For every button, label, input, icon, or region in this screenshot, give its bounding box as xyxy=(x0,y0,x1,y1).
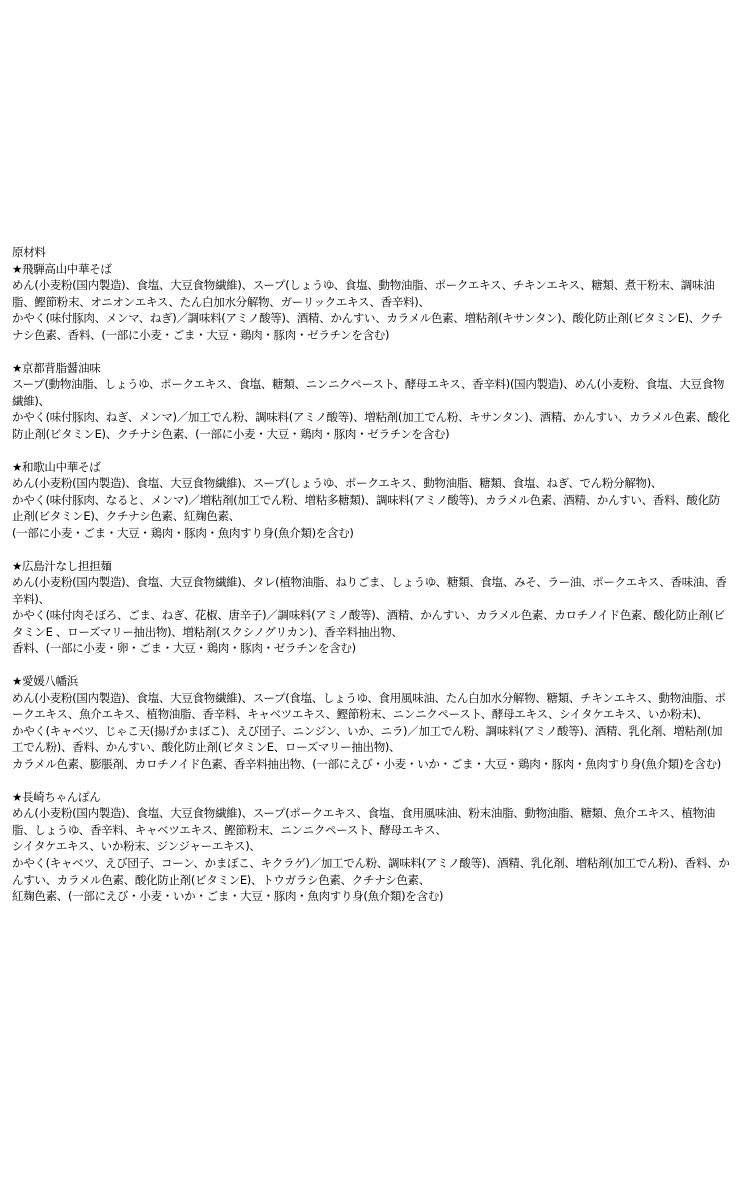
ingredient-line: 紅麹色素、(一部にえび・小麦・いか・ごま・大豆・豚肉・魚肉すり身(魚介類)を含む) xyxy=(12,889,444,904)
ingredient-line: かやく(味付豚肉、メンマ、ねぎ)／調味料(アミノ酸等)、酒精、かんすい、カラメル色素、増粘剤(キサンタン)、酸化防止剤(ビタミンE)、クチナシ色素、香料、(一部に小麦・ごま・大豆・鶏肉・豚肉・ゼラチンを含む) xyxy=(12,311,723,342)
section-title: ★京都背脂醤油味 xyxy=(12,360,101,375)
ingredient-line: めん(小麦粉(国内製造)、食塩、大豆食物繊維)、スープ(食塩、しょうゆ、食用風味油、たん白加水分解物、糖類、チキンエキス、動物油脂、ポークエキス、魚介エキス、植物油脂、香辛料、キャベツエキス、鰹節粉末、ニンニクペースト、酵母エキス、シイタケエキス、いか粉末)、 xyxy=(12,690,726,722)
product-section-kyoto xyxy=(12,360,730,443)
section-title: ★愛媛八幡浜 xyxy=(12,674,79,689)
product-section-nagasaki xyxy=(12,789,730,905)
ingredient-line: かやく(キャベツ、じゃこ天(揚げかまぼこ)、えび団子、ニンジン、いか、ニラ)／加工でん粉、調味料(アミノ酸等)、酒精、乳化剤、増粘剤(加工でん粉)、香料、かんすい、酸化防止剤(ビタミンE、ローズマリー抽出物)、 xyxy=(12,723,723,755)
ingredient-line: スープ(動物油脂、しょうゆ、ポークエキス、食塩、糖類、ニンニクペースト、酵母エキス、香辛料)(国内製造)、めん(小麦粉、食塩、大豆食物繊維)、 xyxy=(12,377,725,408)
section-title: ★和歌山中華そば xyxy=(12,459,101,474)
ingredients-document xyxy=(12,244,730,905)
ingredient-line: シイタケエキス、いか粉末、ジンジャーエキス)、 xyxy=(12,839,261,854)
ingredient-line: かやく(キャベツ、えび団子、コーン、かまぼこ、キクラゲ)／加工でん粉、調味料(アミノ酸等)、酒精、乳化剤、増粘剤(加工でん粉)、香料、かんすい、カラメル色素、酸化防止剤(ビタミンE)、トウガラシ色素、クチナシ色素、 xyxy=(12,856,730,887)
product-section-hiroshima xyxy=(12,558,730,658)
ingredient-line: カラメル色素、膨脹剤、カロチノイド色素、香辛料抽出物、(一部にえび・小麦・いか・ごま・大豆・鶏肉・豚肉・魚肉すり身(魚介類)を含む) xyxy=(12,757,721,772)
ingredient-line: かやく(味付豚肉、なると、メンマ)／増粘剤(加工でん粉、増粘多糖類)、調味料(アミノ酸等)、カラメル色素、酒精、かんすい、香料、酸化防止剤(ビタミンE)、クチナシ色素、紅麹色素、 xyxy=(12,492,720,524)
ingredient-line: 香料、(一部に小麦・卵・ごま・大豆・鶏肉・豚肉・ゼラチンを含む) xyxy=(12,641,356,656)
product-section-wakayama xyxy=(12,459,730,542)
ingredient-line: めん(小麦粉(国内製造)、食塩、大豆食物繊維)、スープ(ポークエキス、食塩、食用風味油、粉末油脂、動物油脂、糖類、魚介エキス、植物油脂、しょうゆ、香辛料、キャベツエキス、鰹節粉末、ニンニクペースト、酵母エキス、 xyxy=(12,806,715,837)
product-section-ehime xyxy=(12,673,730,773)
ingredient-line: めん(小麦粉(国内製造)、食塩、大豆食物繊維)、タレ(植物油脂、ねりごま、しょうゆ、糖類、食塩、みそ、ラー油、ポークエキス、香味油、香辛料)、 xyxy=(12,575,727,606)
section-title: ★飛騨高山中華そば xyxy=(12,261,112,276)
ingredient-line: (一部に小麦・ごま・大豆・鶏肉・豚肉・魚肉すり身(魚介類)を含む) xyxy=(12,525,354,540)
ingredient-line: めん(小麦粉(国内製造)、食塩、大豆食物繊維)、スープ(しょうゆ、食塩、動物油脂、ポークエキス、チキンエキス、糖類、煮干粉末、調味油脂、鰹節粉末、オニオンエキス、たん白加水分解物、ガーリックエキス、香辛料)、 xyxy=(12,278,715,309)
document-heading: 原材料 xyxy=(12,245,46,259)
section-title: ★長崎ちゃんぽん xyxy=(12,789,101,804)
ingredient-line: めん(小麦粉(国内製造)、食塩、大豆食物繊維)、スープ(しょうゆ、ポークエキス、動物油脂、糖類、食塩、ねぎ、でん粉分解物)、 xyxy=(12,476,663,491)
section-title: ★広島汁なし担担麺 xyxy=(12,558,112,573)
ingredient-line: かやく(味付肉そぼろ、ごま、ねぎ、花椒、唐辛子)／調味料(アミノ酸等)、酒精、かんすい、カラメル色素、カロチノイド色素、酸化防止剤(ビタミンE 、ローズマリー抽出物)、増粘剤(スクシノグリカン)、香辛料抽出物、 xyxy=(12,608,725,639)
product-section-hida-takayama xyxy=(12,261,730,344)
ingredient-line: かやく(味付豚肉、ねぎ、メンマ)／加工でん粉、調味料(アミノ酸等)、増粘剤(加工でん粉、キサンタン)、酒精、かんすい、カラメル色素、酸化防止剤(ビタミンE)、クチナシ色素、(一部に小麦・大豆・鶏肉・豚肉・ゼラチンを含む) xyxy=(12,410,730,441)
